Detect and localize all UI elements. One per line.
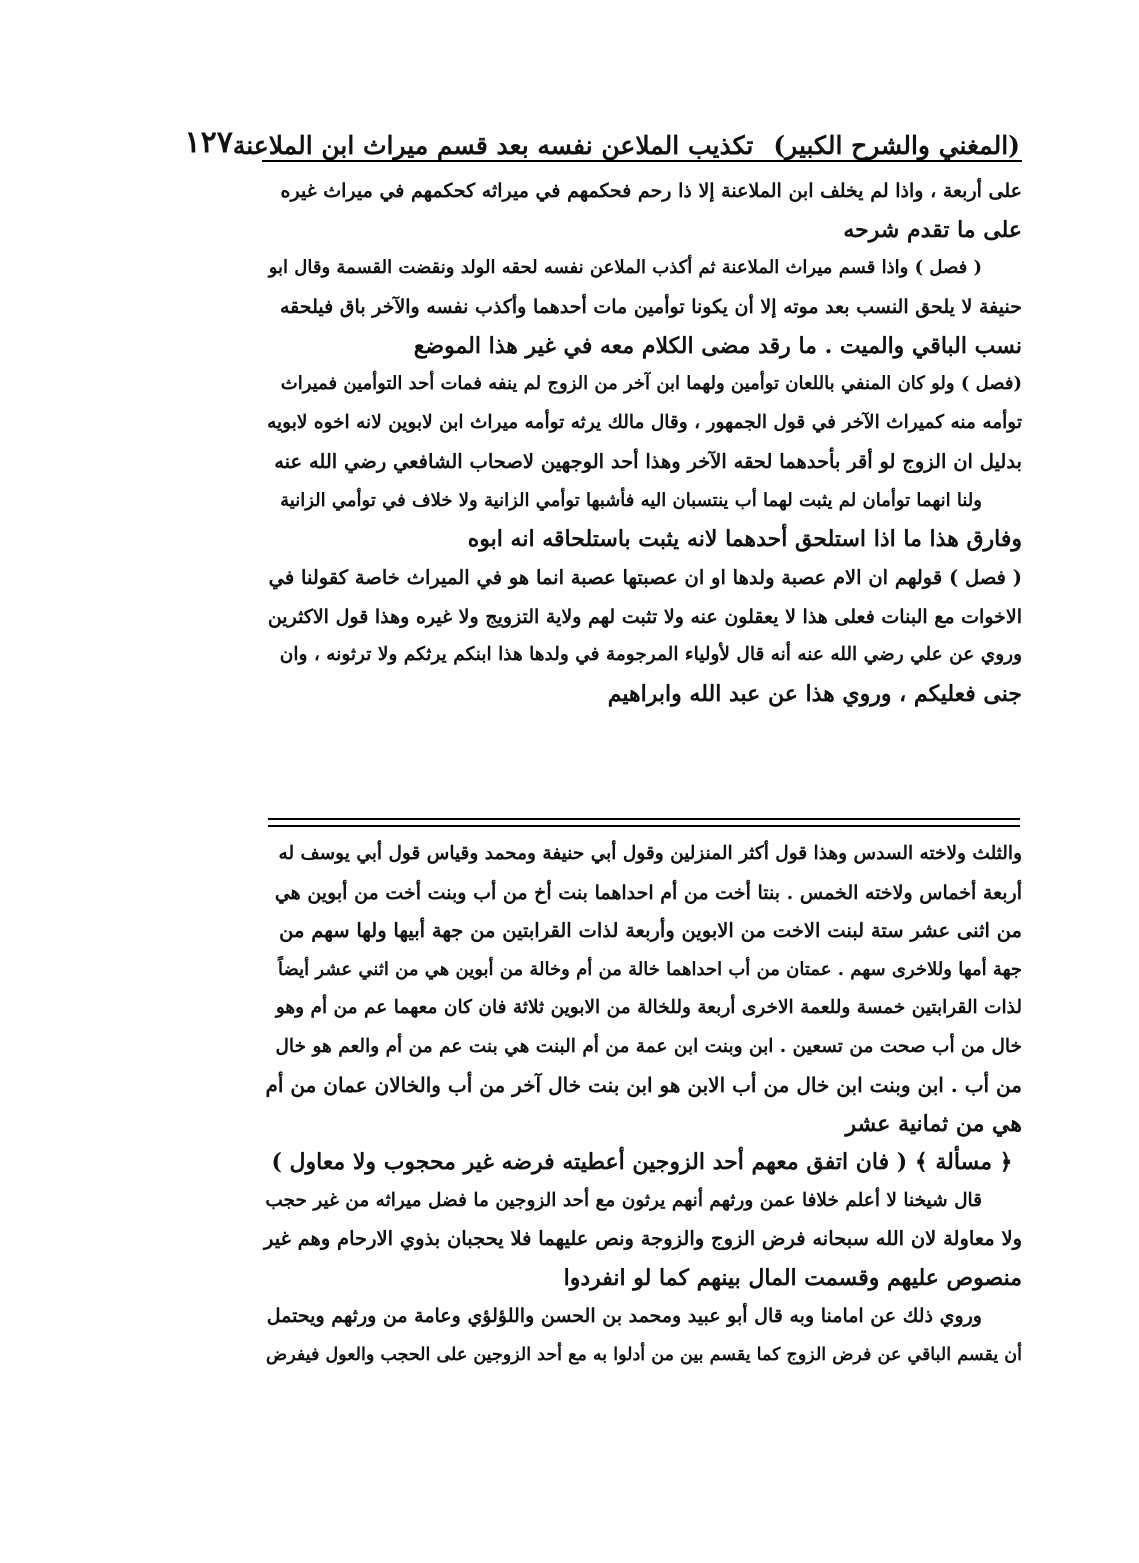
text-line: على أربعة ، واذا لم يخلف ابن الملاعنة إلا ذا رحم فحكمهم في ميراثه كحكمهم في ميراث غيره <box>280 180 1022 202</box>
text-line: جهة أمها وللاخرى سهم . عمتان من أب احداهما خالة من أم وخالة من أبوين هي من اثني عشر أيضاً <box>278 958 1022 980</box>
section-divider <box>268 825 1020 827</box>
text-line: ولنا انهما توأمان لم يثبت لهما أب ينتسبان اليه فأشبها توأمي الزانية ولا خلاف في توأمي الزانية <box>280 489 982 511</box>
text-line: من أب . ابن وبنت ابن خال من أب الابن هو ابن بنت خال آخر من أب والخالان عمان من أم <box>265 1073 1022 1097</box>
masala-heading: ﴿ مسألة ﴾ ( فان اتفق معهم أحد الزوجين أعطيته فرضه غير محجوب ولا معاول ) <box>271 1149 1013 1175</box>
page-header <box>184 110 1020 160</box>
text-line: خال من أب صحت من تسعين . ابن وبنت ابن عمة من أم البنت هي بنت عم من أم والعم هو خال <box>275 1035 1022 1057</box>
text-line: من اثنى عشر ستة لبنت الاخت من الابوين وأربعة لذات القرابتين من جهة أبيها ولها سهم من <box>279 919 1022 942</box>
text-line: وروي عن علي رضي الله عنه أنه قال لأولياء المرجومة في ولدها هذا ابنكم يرثكم ولا ترثونه ، وان <box>279 644 1022 666</box>
text-line: قال شيخنا لا أعلم خلافا عمن ورثهم أنهم يرثون مع أحد الزوجين ما فضل ميراثه من غير حجب <box>265 1189 982 1211</box>
text-line: حنيفة لا يلحق النسب بعد موته إلا أن يكونا توأمين مات أحدهما وأكذب نفسه والآخر باق فيلحقه <box>280 296 1022 319</box>
text-line: هي من ثمانية عشر <box>845 1110 1022 1137</box>
text-line: على ما تقدم شرحه <box>843 216 1022 243</box>
text-line: ( فصل ) واذا قسم ميراث الملاعنة ثم أكذب الملاعن نفسه لحقه الولد ونقضت القسمة وقال ابو <box>268 257 982 279</box>
text-line: أن يقسم الباقي عن فرض الزوج كما يقسم بين من أدلوا به مع أحد الزوجين على الحجب والعول فيفرض <box>266 1344 1022 1365</box>
text-line: الاخوات مع البنات فعلى هذا لا يعقلون عنه ولا تثبت لهم ولاية التزويج ولا غيره وهذا قول الاكثرين <box>267 605 1022 628</box>
header-topic: تكذيب الملاعن نفسه بعد قسم ميراث ابن الملاعنة <box>232 131 754 160</box>
text-line: أربعة أخماس ولاخته الخمس . بنتا أخت من أم احداهما بنت أخ من أب وبنت أخت من أبوين هي <box>274 881 1022 904</box>
text-line: جنى فعليكم ، وروي هذا عن عبد الله وابراهيم <box>607 680 1022 707</box>
text-line: ولا معاولة لان الله سبحانه فرض الزوج والزوجة ونص عليهما فلا يحجبان بذوي الارحام وهم غير <box>263 1227 1022 1250</box>
header-book-title: (المغني والشرح الكبير) <box>773 131 1020 160</box>
text-line: وروي ذلك عن امامنا وبه قال أبو عبيد ومحمد بن الحسن واللؤلؤي وعامة من ورثهم ويحتمل <box>266 1305 982 1327</box>
page-number: ١٢٧ <box>184 125 233 160</box>
text-line: توأمه منه كميراث الآخر في قول الجمهور ، وقال مالك يرثه توأمه ميراث ابن لابوين لانه اخوه لابويه <box>267 412 1022 434</box>
text-line: والثلث ولاخته السدس وهذا قول أكثر المنزلين وقول أبي حنيفة ومحمد وقياس قول أبي يوسف له <box>278 843 1022 864</box>
commentary-text <box>262 835 1022 1374</box>
text-line: منصوص عليهم وقسمت المال بينهم كما لو انفردوا <box>563 1264 1022 1291</box>
header-rule <box>262 160 1022 162</box>
section-divider <box>268 818 1020 820</box>
text-line: نسب الباقي والميت . ما رقد مضى الكلام معه في غير هذا الموضع <box>413 332 1022 359</box>
text-line: (فصل ) ولو كان المنفي باللعان توأمين ولهما ابن آخر من الزوج لم ينفه فمات أحد التوأمين فميراث <box>280 373 1022 395</box>
main-text <box>262 172 1022 714</box>
text-line: وفارق هذا ما اذا استلحق أحدهما لانه يثبت باستلحاقه انه ابوه <box>467 526 1022 553</box>
text-line: لذات القرابتين خمسة وللعمة الاخرى أربعة وللخالة من الابوين ثلاثة فان كان معهما عم من أم وهو <box>275 997 1022 1018</box>
text-line: بدليل ان الزوج لو أقر بأحدهما لحقه الآخر وهذا أحد الوجهين لاصحاب الشافعي رضي الله عنه <box>274 449 1022 473</box>
text-line: ( فصل ) قولهم ان الام عصبة ولدها او ان عصبتها عصبة انما هو في الميراث خاصة كقولنا في <box>268 565 1022 589</box>
